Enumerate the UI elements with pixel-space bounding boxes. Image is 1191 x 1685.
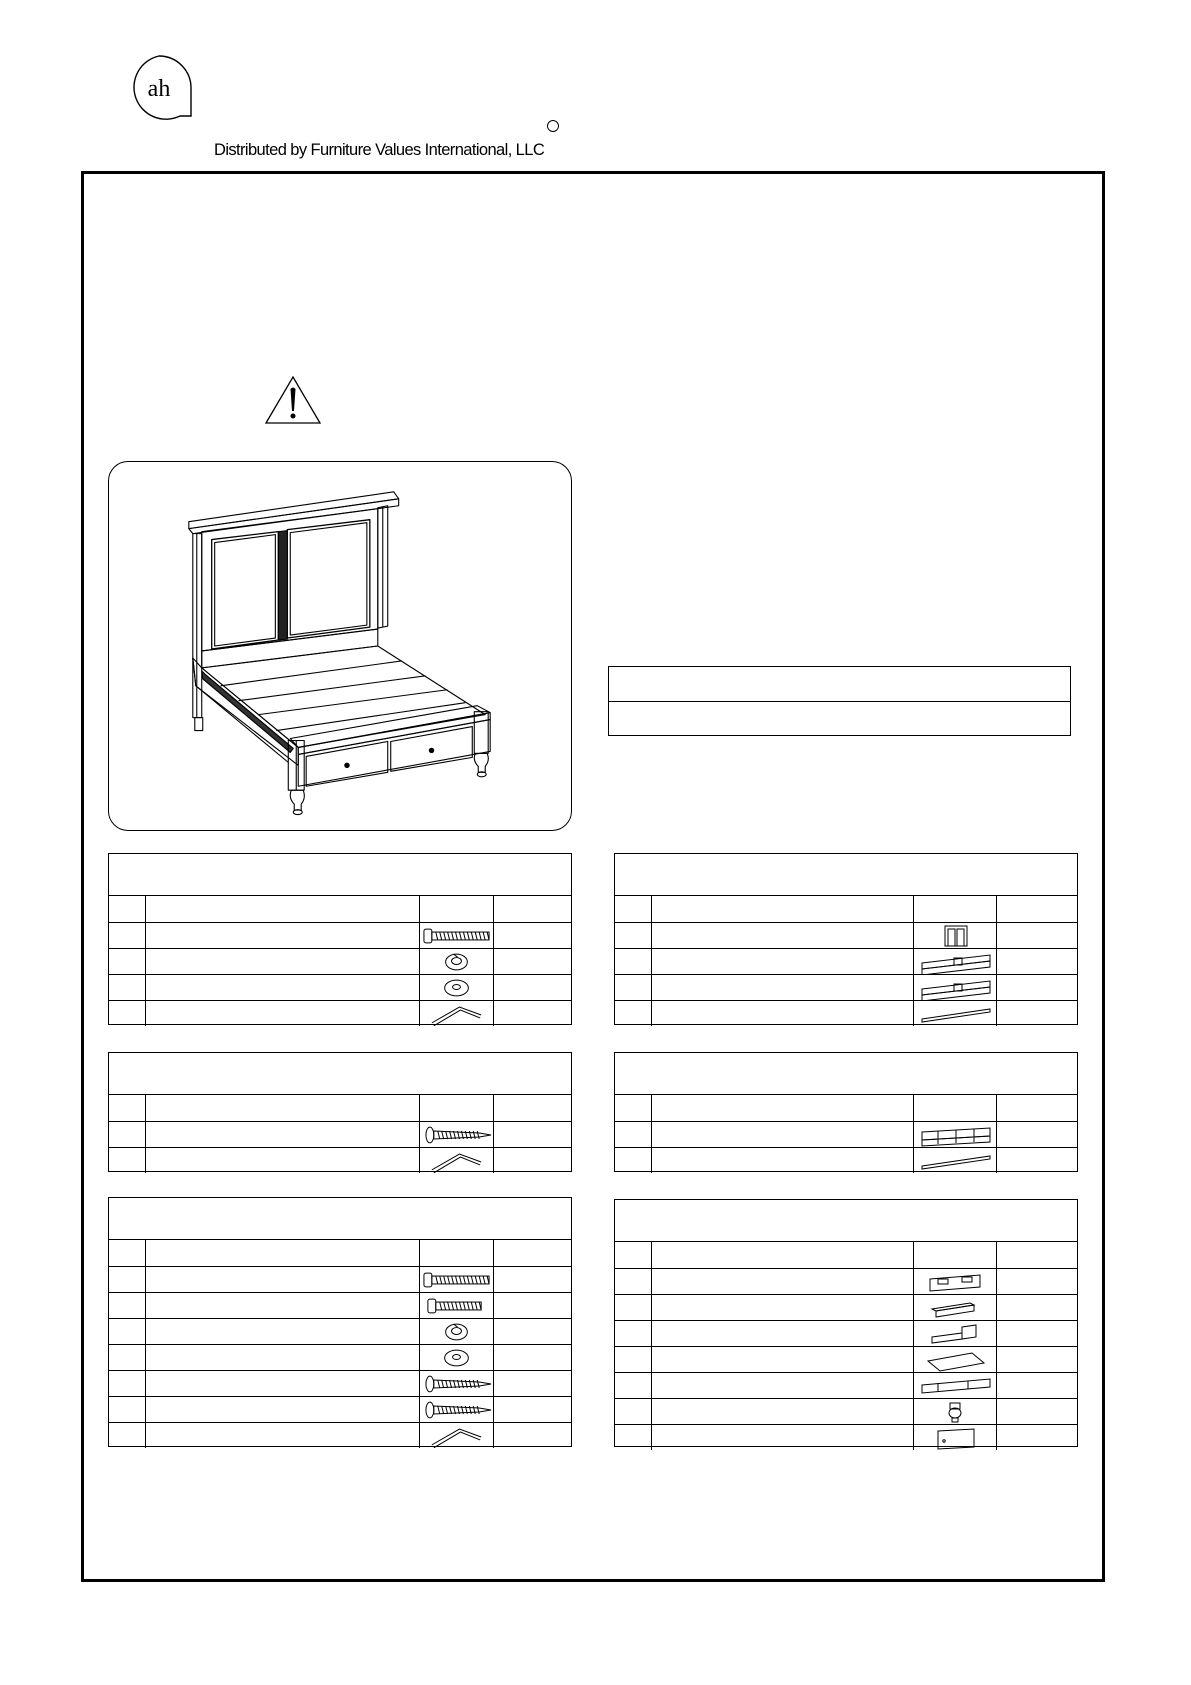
table-row xyxy=(109,1121,571,1147)
item-letter-cell xyxy=(615,1295,651,1320)
hardware-table-3 xyxy=(108,1197,572,1447)
wood-screw-icon xyxy=(420,1397,493,1422)
item-letter-cell xyxy=(615,949,651,974)
table-row xyxy=(615,974,1077,1000)
header-quantity-cell xyxy=(996,1242,1077,1268)
item-image-cell xyxy=(419,1122,493,1147)
item-quantity-cell xyxy=(493,975,571,1000)
table-row xyxy=(109,1147,571,1173)
table-row xyxy=(615,948,1077,974)
item-quantity-cell xyxy=(493,1371,571,1396)
table-row xyxy=(615,1346,1077,1372)
item-image-cell xyxy=(419,1001,493,1026)
item-letter-cell xyxy=(615,1347,651,1372)
item-description-cell xyxy=(651,1295,913,1320)
item-image-cell xyxy=(419,1371,493,1396)
item-letter-cell xyxy=(109,1371,145,1396)
item-image-cell xyxy=(419,1423,493,1448)
item-description-cell xyxy=(145,1148,419,1173)
table-row xyxy=(615,1424,1077,1450)
item-quantity-cell xyxy=(493,1423,571,1448)
item-letter-cell xyxy=(109,1001,145,1026)
item-quantity-cell xyxy=(493,923,571,948)
long-bolt-icon xyxy=(420,1267,493,1292)
header-description-cell xyxy=(145,896,419,922)
item-letter-cell xyxy=(109,1122,145,1147)
item-quantity-cell xyxy=(996,923,1077,948)
item-quantity-cell xyxy=(996,975,1077,1000)
item-quantity-cell xyxy=(493,1397,571,1422)
item-letter-cell xyxy=(109,1293,145,1318)
table-row xyxy=(615,1372,1077,1398)
item-quantity-cell xyxy=(996,1347,1077,1372)
item-letter-cell xyxy=(615,1269,651,1294)
item-quantity-cell xyxy=(996,1399,1077,1424)
item-quantity-cell xyxy=(493,1345,571,1370)
lock-washer-icon xyxy=(420,949,493,974)
item-letter-cell xyxy=(615,1373,651,1398)
item-letter-cell xyxy=(109,1397,145,1422)
flat-washer-icon xyxy=(420,1345,493,1370)
item-image-cell xyxy=(419,1319,493,1344)
item-description-cell xyxy=(145,1397,419,1422)
table-header-row xyxy=(109,1240,571,1266)
table-row xyxy=(109,1266,571,1292)
item-description-cell xyxy=(651,1425,913,1450)
item-description-cell xyxy=(145,1267,419,1292)
table-row xyxy=(109,1422,571,1448)
table-row xyxy=(109,1370,571,1396)
item-letter-cell xyxy=(109,949,145,974)
table-title xyxy=(615,1200,1077,1242)
item-image-cell xyxy=(913,1399,996,1424)
table-row xyxy=(615,1121,1077,1147)
drawer-frame-icon xyxy=(918,1269,992,1294)
item-description-cell xyxy=(145,1319,419,1344)
item-image-cell xyxy=(913,1148,996,1173)
table-title xyxy=(109,854,571,896)
item-letter-cell xyxy=(109,1267,145,1292)
item-description-cell xyxy=(651,1347,913,1372)
item-quantity-cell xyxy=(493,949,571,974)
distributor-text: Distributed by Furniture Values International, LLC xyxy=(214,141,545,159)
item-image-cell xyxy=(419,1345,493,1370)
item-image-cell xyxy=(913,1001,996,1026)
item-quantity-cell xyxy=(493,1122,571,1147)
header-letter-cell xyxy=(109,896,145,922)
header-image-cell xyxy=(913,1242,996,1268)
wood-bracket-icon xyxy=(918,1321,992,1346)
item-image-cell xyxy=(419,1293,493,1318)
item-letter-cell xyxy=(109,975,145,1000)
item-quantity-cell xyxy=(996,1269,1077,1294)
header-letter-cell xyxy=(615,896,651,922)
item-image-cell xyxy=(913,975,996,1000)
header-description-cell xyxy=(651,896,913,922)
item-letter-cell xyxy=(615,975,651,1000)
center-rail-icon xyxy=(918,1122,992,1147)
item-description-cell xyxy=(651,1148,913,1173)
item-description-cell xyxy=(145,1293,419,1318)
item-image-cell xyxy=(419,975,493,1000)
lock-washer-icon xyxy=(420,1319,493,1344)
header-quantity-cell xyxy=(493,1240,571,1266)
table-title xyxy=(615,854,1077,896)
item-description-cell xyxy=(651,1122,913,1147)
table-header-row xyxy=(109,1095,571,1121)
medium-bolt-icon xyxy=(420,1293,493,1318)
side-rail-icon xyxy=(918,975,992,1000)
table-row xyxy=(615,1320,1077,1346)
item-description-cell xyxy=(145,1122,419,1147)
item-image-cell xyxy=(913,949,996,974)
table-row xyxy=(109,1396,571,1422)
hardware-table-1 xyxy=(108,853,572,1025)
info-row xyxy=(609,667,1070,701)
warning-icon xyxy=(264,375,322,425)
header-description-cell xyxy=(145,1240,419,1266)
item-description-cell xyxy=(651,949,913,974)
header-image-cell xyxy=(419,896,493,922)
product-illustration xyxy=(108,461,572,831)
header-quantity-cell xyxy=(493,1095,571,1121)
item-description-cell xyxy=(145,1001,419,1026)
item-quantity-cell xyxy=(996,1425,1077,1450)
item-description-cell xyxy=(145,975,419,1000)
header-letter-cell xyxy=(615,1095,651,1121)
table-row xyxy=(109,1000,571,1026)
item-description-cell xyxy=(651,975,913,1000)
item-image-cell xyxy=(419,1397,493,1422)
item-image-cell xyxy=(913,1425,996,1450)
header-image-cell xyxy=(913,1095,996,1121)
table-row xyxy=(615,922,1077,948)
item-letter-cell xyxy=(615,1399,651,1424)
header-image-cell xyxy=(419,1095,493,1121)
flat-washer-icon xyxy=(420,975,493,1000)
item-image-cell xyxy=(419,1267,493,1292)
item-image-cell xyxy=(913,1347,996,1372)
item-letter-cell xyxy=(615,1001,651,1026)
table-row xyxy=(615,1000,1077,1026)
header-description-cell xyxy=(651,1095,913,1121)
drawer-rail-icon xyxy=(918,1373,992,1398)
allen-wrench-icon xyxy=(420,1423,493,1448)
parts-table-3 xyxy=(614,1199,1078,1447)
header-quantity-cell xyxy=(996,896,1077,922)
side-rail-icon xyxy=(918,949,992,974)
item-quantity-cell xyxy=(493,1319,571,1344)
wood-block-icon xyxy=(918,1295,992,1320)
item-letter-cell xyxy=(615,1122,651,1147)
table-row xyxy=(109,1292,571,1318)
table-row xyxy=(109,1318,571,1344)
table-title xyxy=(109,1053,571,1095)
item-letter-cell xyxy=(109,1319,145,1344)
table-header-row xyxy=(615,1095,1077,1121)
item-image-cell xyxy=(419,949,493,974)
header-quantity-cell xyxy=(493,896,571,922)
table-row xyxy=(109,922,571,948)
item-description-cell xyxy=(651,1373,913,1398)
item-description-cell xyxy=(651,1321,913,1346)
header-letter-cell xyxy=(109,1095,145,1121)
item-quantity-cell xyxy=(996,1122,1077,1147)
slat-icon xyxy=(918,1001,992,1026)
item-description-cell xyxy=(651,1001,913,1026)
table-row xyxy=(615,1147,1077,1173)
table-row xyxy=(615,1268,1077,1294)
item-letter-cell xyxy=(109,1423,145,1448)
item-image-cell xyxy=(913,1122,996,1147)
item-description-cell xyxy=(145,1345,419,1370)
table-row xyxy=(615,1398,1077,1424)
drawer-front-icon xyxy=(918,1425,992,1450)
item-letter-cell xyxy=(109,1148,145,1173)
item-quantity-cell xyxy=(493,1293,571,1318)
hardware-table-2 xyxy=(108,1052,572,1172)
item-letter-cell xyxy=(109,923,145,948)
table-row xyxy=(109,948,571,974)
item-quantity-cell xyxy=(996,1321,1077,1346)
header-image-cell xyxy=(419,1240,493,1266)
item-letter-cell xyxy=(615,1321,651,1346)
item-image-cell xyxy=(913,1321,996,1346)
header-description-cell xyxy=(145,1095,419,1121)
table-row xyxy=(109,974,571,1000)
item-quantity-cell xyxy=(493,1148,571,1173)
item-quantity-cell xyxy=(493,1267,571,1292)
item-description-cell xyxy=(651,1399,913,1424)
table-row xyxy=(109,1344,571,1370)
registered-mark-icon xyxy=(547,120,559,132)
brand-logo xyxy=(124,54,194,120)
item-image-cell xyxy=(913,1269,996,1294)
item-quantity-cell xyxy=(996,949,1077,974)
wood-screw-icon xyxy=(420,1122,493,1147)
item-letter-cell xyxy=(109,1345,145,1370)
item-description-cell xyxy=(145,949,419,974)
parts-table-2 xyxy=(614,1052,1078,1172)
storage-bed-drawing xyxy=(109,462,571,830)
table-header-row xyxy=(615,1242,1077,1268)
item-image-cell xyxy=(913,1373,996,1398)
header-description-cell xyxy=(651,1242,913,1268)
header-quantity-cell xyxy=(996,1095,1077,1121)
item-quantity-cell xyxy=(493,1001,571,1026)
headboard-panel-icon xyxy=(918,923,992,948)
logo-text: ah xyxy=(147,76,171,102)
item-image-cell xyxy=(419,923,493,948)
item-quantity-cell xyxy=(996,1295,1077,1320)
table-header-row xyxy=(615,896,1077,922)
drawer-bottom-icon xyxy=(918,1347,992,1372)
item-quantity-cell xyxy=(996,1001,1077,1026)
item-quantity-cell xyxy=(996,1373,1077,1398)
item-image-cell xyxy=(913,923,996,948)
item-description-cell xyxy=(145,1423,419,1448)
item-quantity-cell xyxy=(996,1148,1077,1173)
table-header-row xyxy=(109,896,571,922)
header-image-cell xyxy=(913,896,996,922)
item-description-cell xyxy=(145,923,419,948)
item-description-cell xyxy=(145,1371,419,1396)
item-image-cell xyxy=(419,1148,493,1173)
header-letter-cell xyxy=(615,1242,651,1268)
table-row xyxy=(615,1294,1077,1320)
item-description-cell xyxy=(651,923,913,948)
slat-icon xyxy=(918,1148,992,1173)
bed-foot-icon xyxy=(918,1399,992,1424)
item-image-cell xyxy=(913,1295,996,1320)
table-title xyxy=(615,1053,1077,1095)
info-row xyxy=(609,701,1070,735)
parts-table-1 xyxy=(614,853,1078,1025)
allen-wrench-icon xyxy=(420,1001,493,1026)
item-letter-cell xyxy=(615,1425,651,1450)
item-letter-cell xyxy=(615,1148,651,1173)
header-letter-cell xyxy=(109,1240,145,1266)
item-description-cell xyxy=(651,1269,913,1294)
wood-screw-icon xyxy=(420,1371,493,1396)
item-letter-cell xyxy=(615,923,651,948)
info-table xyxy=(608,666,1071,736)
allen-wrench-icon xyxy=(420,1148,493,1173)
long-bolt-icon xyxy=(420,923,493,948)
table-title xyxy=(109,1198,571,1240)
